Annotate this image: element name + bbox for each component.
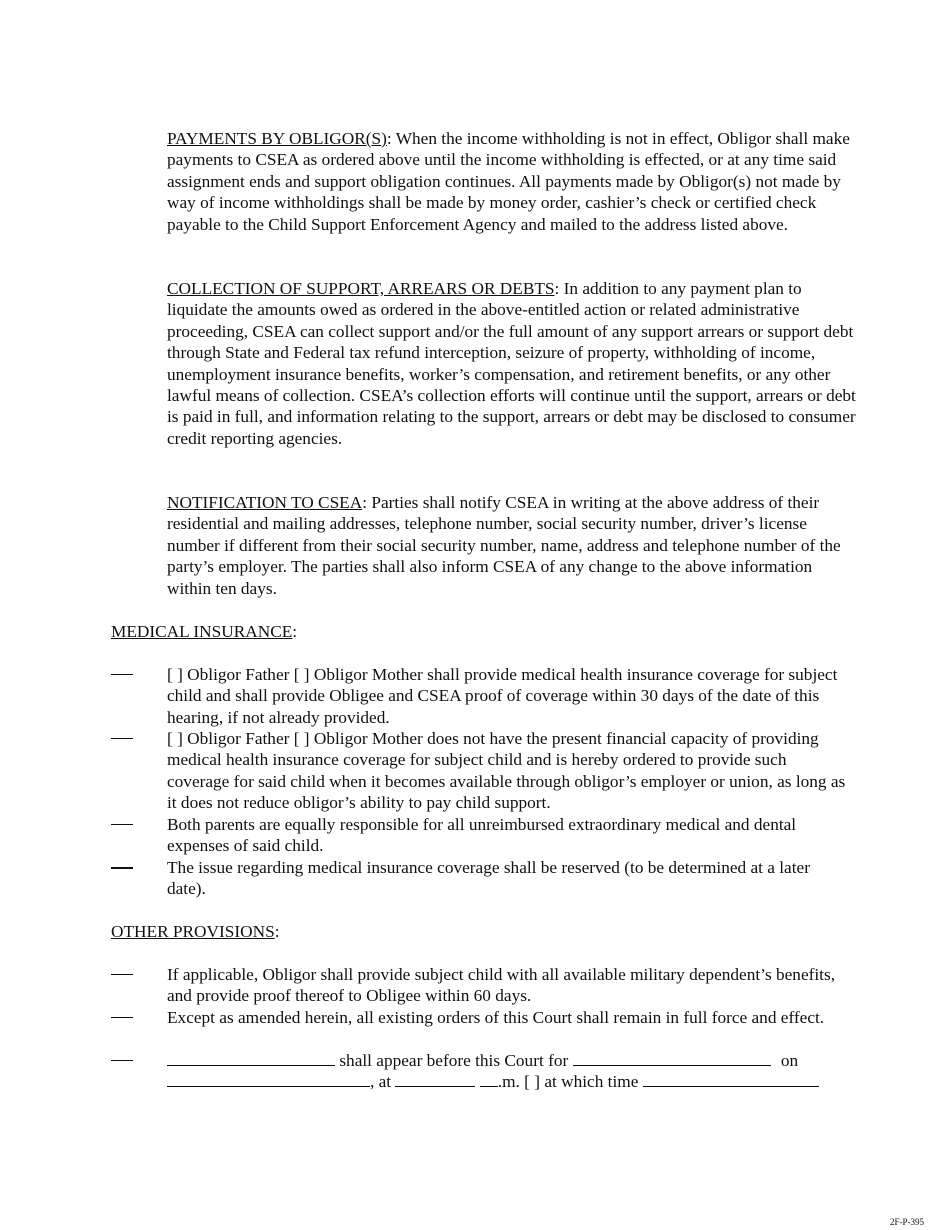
collection-heading: COLLECTION OF SUPPORT, ARREARS OR DEBTS [167, 279, 555, 298]
medical-insurance-heading: MEDICAL INSURANCE: [111, 622, 298, 641]
payments-paragraph [167, 128, 857, 235]
other-provisions-heading: OTHER PROVISIONS: [111, 922, 280, 941]
other-item-appearance: shall appear before this Court for on , at .m. [ ] at which time [111, 1050, 851, 1093]
notification-body: : Parties shall notify CSEA in writing at the above address of their residential and mailing addresses, telephone number, social security number, driver’s license number if different from their social security number, name, address and telephone number of the party’s employer. The parties shall also inform CSEA of any change to the above information within ten days. [167, 493, 841, 598]
collection-paragraph [167, 278, 857, 449]
other-item-1-checkbox-line[interactable] [111, 974, 133, 975]
medical-item-3: Both parents are equally responsible for all unreimbursed extraordinary medical and dental expenses of said child. [111, 814, 851, 857]
party-name-blank[interactable] [167, 1050, 335, 1066]
am-pm-blank[interactable] [480, 1071, 498, 1087]
hearing-date-blank[interactable] [167, 1071, 370, 1087]
other-item-2: Except as amended herein, all existing orders of this Court shall remain in full force and effect. [111, 1007, 851, 1028]
at-which-time-blank[interactable] [643, 1071, 819, 1087]
medical-item-1: [ ] Obligor Father [ ] Obligor Mother shall provide medical health insurance coverage for subject child and shall provide Obligee and CSEA proof of coverage within 30 days of the date of this hearing, if not already provided. [111, 664, 851, 728]
medical-item-4: The issue regarding medical insurance coverage shall be reserved (to be determined at a later date). [111, 857, 851, 900]
notification-paragraph [167, 492, 857, 599]
medical-item-1-checkbox-line[interactable] [111, 674, 133, 675]
medical-item-2: [ ] Obligor Father [ ] Obligor Mother does not have the present financial capacity of providing medical health insurance coverage for subject child and is hereby ordered to provide such coverage for said child when it becomes available through obligor’s employer or union, as long as it does not reduce obligor’s ability to pay child support. [111, 728, 851, 814]
collection-body: : In addition to any payment plan to liquidate the amounts owed as ordered in the above-entitled action or related administrative proceeding, CSEA can collect support and/or the full amount of any support arrears or support debt through State and Federal tax refund interception, seizure of property, withholding of income, unemployment insurance benefits, worker’s compensation, and retirement benefits, or any other lawful means of collection. CSEA’s collection efforts will continue until the support, arrears or debt is paid in full, and information relating to the support, arrears or debt may be disclosed to consumer credit reporting agencies. [167, 279, 856, 448]
medical-item-2-checkbox-line[interactable] [111, 738, 133, 739]
notification-heading: NOTIFICATION TO CSEA [167, 493, 363, 512]
other-item-1: If applicable, Obligor shall provide subject child with all available military dependent’s benefits, and provide proof thereof to Obligee within 60 days. [111, 964, 851, 1007]
other-item-2-checkbox-line[interactable] [111, 1017, 133, 1018]
payments-heading: PAYMENTS BY OBLIGOR(S) [167, 129, 387, 148]
payments-body: : When the income withholding is not in effect, Obligor shall make payments to CSEA as ordered above until the income withholding is effected, or at any time said assignment ends and support obligation continues. All payments made by Obligor(s) not made by way of income withholdings shall be made by money order, cashier’s check or certified check payable to the Child Support Enforcement Agency and mailed to the address listed above. [167, 129, 850, 234]
hearing-time-blank[interactable] [395, 1071, 475, 1087]
hearing-purpose-blank[interactable] [573, 1050, 771, 1066]
form-number: 2F-P-395 [889, 1217, 924, 1227]
other-item-3-checkbox-line[interactable] [111, 1060, 133, 1061]
medical-item-3-checkbox-line[interactable] [111, 824, 133, 825]
medical-item-4-checkbox-line[interactable] [111, 867, 133, 869]
